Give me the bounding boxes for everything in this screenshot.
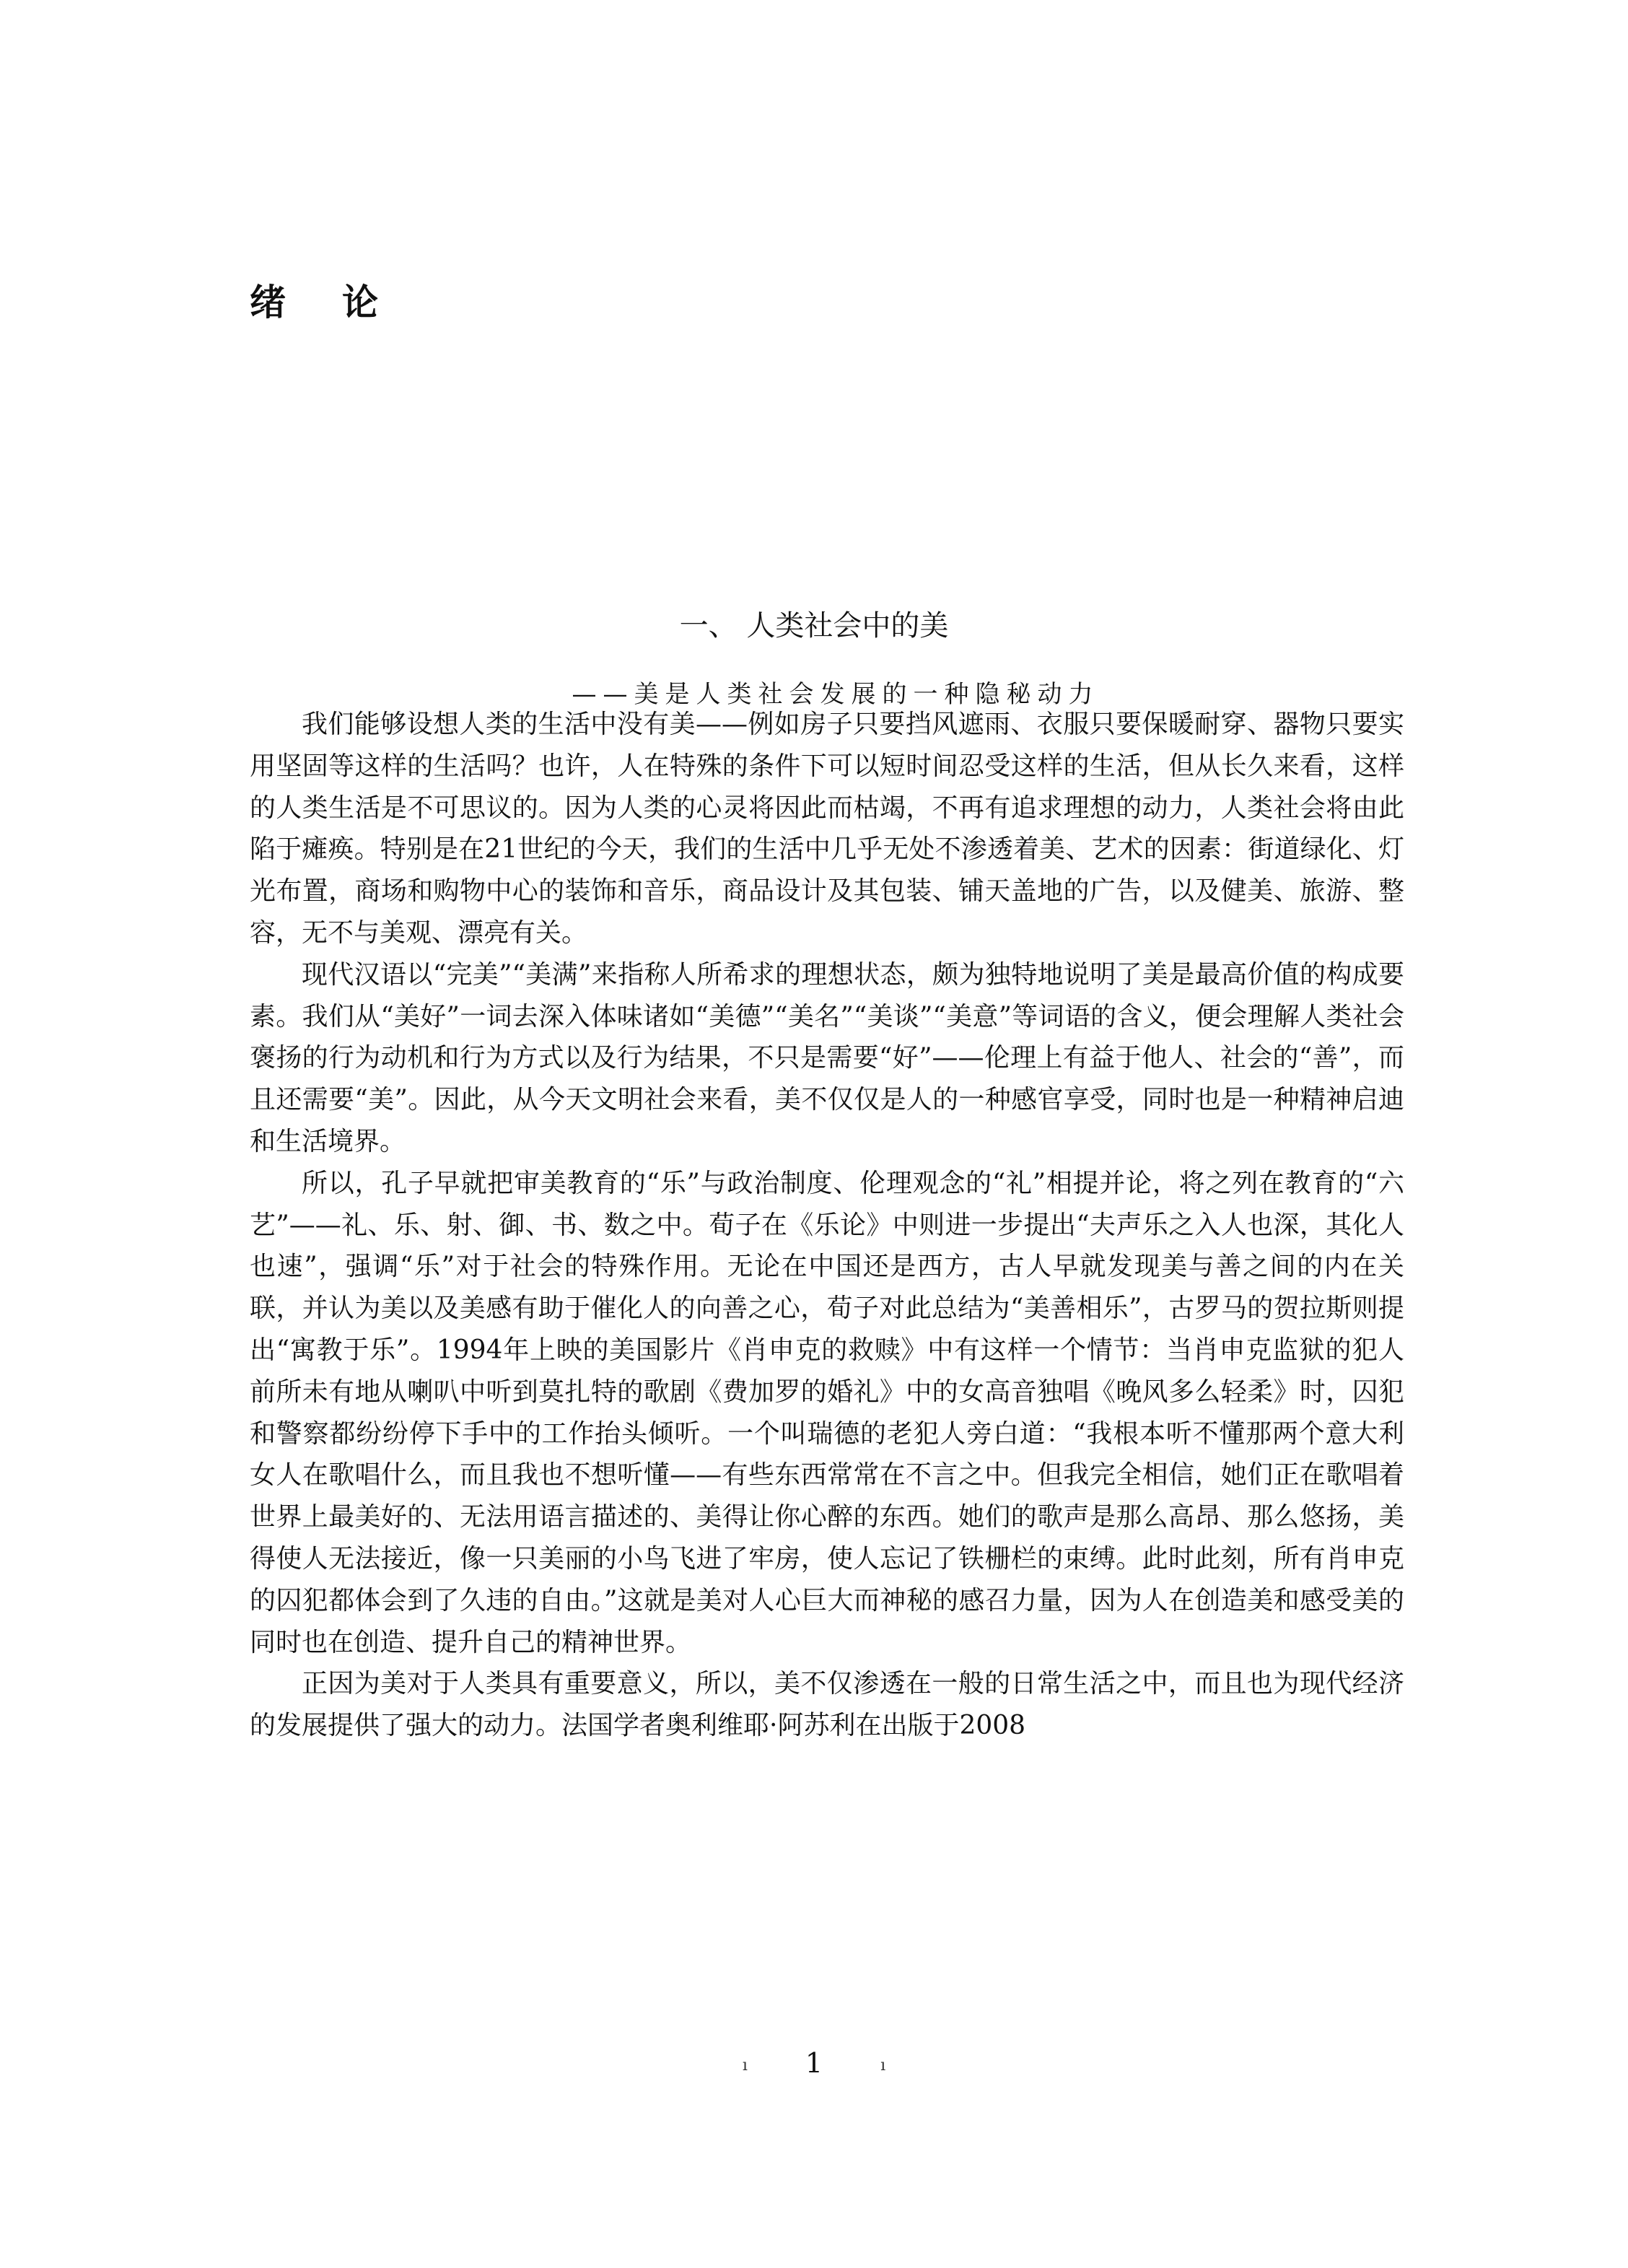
section-heading xyxy=(0,577,1628,715)
page-number: 1 xyxy=(805,2047,823,2079)
section-title: 一、 人类社会中的美 xyxy=(679,609,949,643)
page-footer xyxy=(0,2045,1628,2084)
body-text xyxy=(250,704,1404,1747)
paragraph: 现代汉语以“完美”“美满”来指称人所希求的理想状态，颇为独特地说明了美是最高价值的构成要素。我们从“美好”一词去深入体味诸如“美德”“美名”“美谈”“美意”等词语的含义，便会理解人类社会褒扬的行为动机和行为方式以及行为结果，不只是需要“好”——伦理上有益于他人、社会的“善”，而且还需要“美”。因此，从今天文明社会来看，美不仅仅是人的一种感官享受，同时也是一种精神启迪和生活境界。 xyxy=(250,959,1404,1156)
section-subtitle: ——美是人类社会发展的一种隐秘动力 xyxy=(572,680,1100,710)
chapter-title: 绪论 xyxy=(250,282,434,323)
footer-tick-left: ı xyxy=(742,2056,748,2075)
paragraph: 正因为美对于人类具有重要意义，所以，美不仅渗透在一般的日常生活之中，而且也为现代经济的发展提供了强大的动力。法国学者奥利维耶·阿苏利在出版于2008 xyxy=(250,1669,1404,1741)
paragraph: 所以，孔子早就把审美教育的“乐”与政治制度、伦理观念的“礼”相提并论，将之列在教育的“六艺”——礼、乐、射、御、书、数之中。荀子在《乐论》中则进一步提出“夫声乐之入人也深，其化人也速”，强调“乐”对于社会的特殊作用。无论在中国还是西方，古人早就发现美与善之间的内在关联，并认为美以及美感有助于催化人的向善之心，荀子对此总结为“美善相乐”，古罗马的贺拉斯则提出“寓教于乐”。1994年上映的美国影片《肖申克的救赎》中有这样一个情节：当肖申克监狱的犯人前所未有地从喇叭中听到莫扎特的歌剧《费加罗的婚礼》中的女高音独唱《晚风多么轻柔》时，囚犯和警察都纷纷停下手中的工作抬头倾听。一个叫瑞德的老犯人旁白道：“我根本听不懂那两个意大利女人在歌唱什么，而且我也不想听懂——有些东西常常在不言之中。但我完全相信，她们正在歌唱着世界上最美好的、无法用语言描述的、美得让你心醉的东西。她们的歌声是那么高昂、那么悠扬，美得使人无法接近，像一只美丽的小鸟飞进了牢房，使人忘记了铁栅栏的束缚。此时此刻，所有肖申克的囚犯都体会到了久违的自由。”这就是美对人心巨大而神秘的感召力量，因为人在创造美和感受美的同时也在创造、提升自己的精神世界。 xyxy=(250,1168,1404,1657)
footer-tick-right: ı xyxy=(880,2056,886,2075)
paragraph: 我们能够设想人类的生活中没有美——例如房子只要挡风遮雨、衣服只要保暖耐穿、器物只要实用坚固等这样的生活吗？也许，人在特殊的条件下可以短时间忍受这样的生活，但从长久来看，这样的人类生活是不可思议的。因为人类的心灵将因此而枯竭，不再有追求理想的动力，人类社会将由此陷于瘫痪。特别是在21世纪的今天，我们的生活中几乎无处不渗透着美、艺术的因素：街道绿化、灯光布置，商场和购物中心的装饰和音乐，商品设计及其包装、铺天盖地的广告，以及健美、旅游、整容，无不与美观、漂亮有关。 xyxy=(250,710,1404,948)
